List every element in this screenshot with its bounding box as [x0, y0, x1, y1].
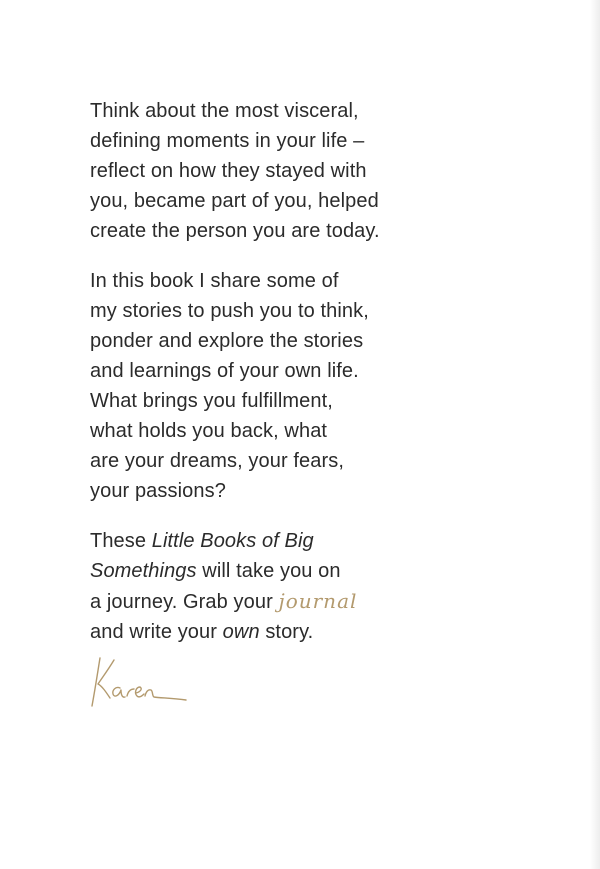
text-line: your passions? [90, 480, 226, 502]
paragraph-2 [90, 266, 369, 506]
text-line: Think about the most visceral, [90, 100, 359, 122]
text-line: are your dreams, your fears, [90, 450, 345, 472]
text-run: will take you on [196, 560, 341, 582]
text-line: In this book I share some of [90, 270, 339, 292]
book-series-title: Little Books of Big [151, 530, 314, 552]
signature-stroke [136, 687, 144, 697]
text-line: What brings you fulfillment, [90, 390, 333, 412]
text-line: what holds you back, what [90, 420, 328, 442]
paragraph-3 [90, 526, 357, 647]
signature-stroke [98, 660, 114, 698]
text-line [90, 526, 357, 556]
text-line: you, became part of you, helped [90, 190, 379, 212]
text-line: ponder and explore the stories [90, 330, 364, 352]
text-line: my stories to push you to think, [90, 300, 369, 322]
text-run: story. [259, 621, 314, 643]
journal-script-word: journal [278, 589, 358, 613]
text-line: defining moments in your life – [90, 130, 365, 152]
book-series-title: Somethings [90, 560, 197, 582]
paragraph-1 [90, 96, 380, 246]
signature-karen [86, 652, 196, 716]
text-run: and write your [90, 621, 223, 643]
page-edge-shadow [590, 0, 600, 869]
signature-stroke [127, 689, 134, 696]
text-line: and learnings of your own life. [90, 360, 359, 382]
text-run: These [90, 530, 152, 552]
text-line [90, 617, 357, 647]
signature-stroke [113, 687, 125, 697]
text-run: a journey. Grab your [90, 591, 279, 613]
text-line [90, 586, 357, 617]
text-line: reflect on how they stayed with [90, 160, 367, 182]
emphasis-word: own [222, 621, 260, 643]
text-line: create the person you are today. [90, 220, 380, 242]
text-line [90, 556, 357, 586]
signature-stroke [145, 690, 186, 700]
